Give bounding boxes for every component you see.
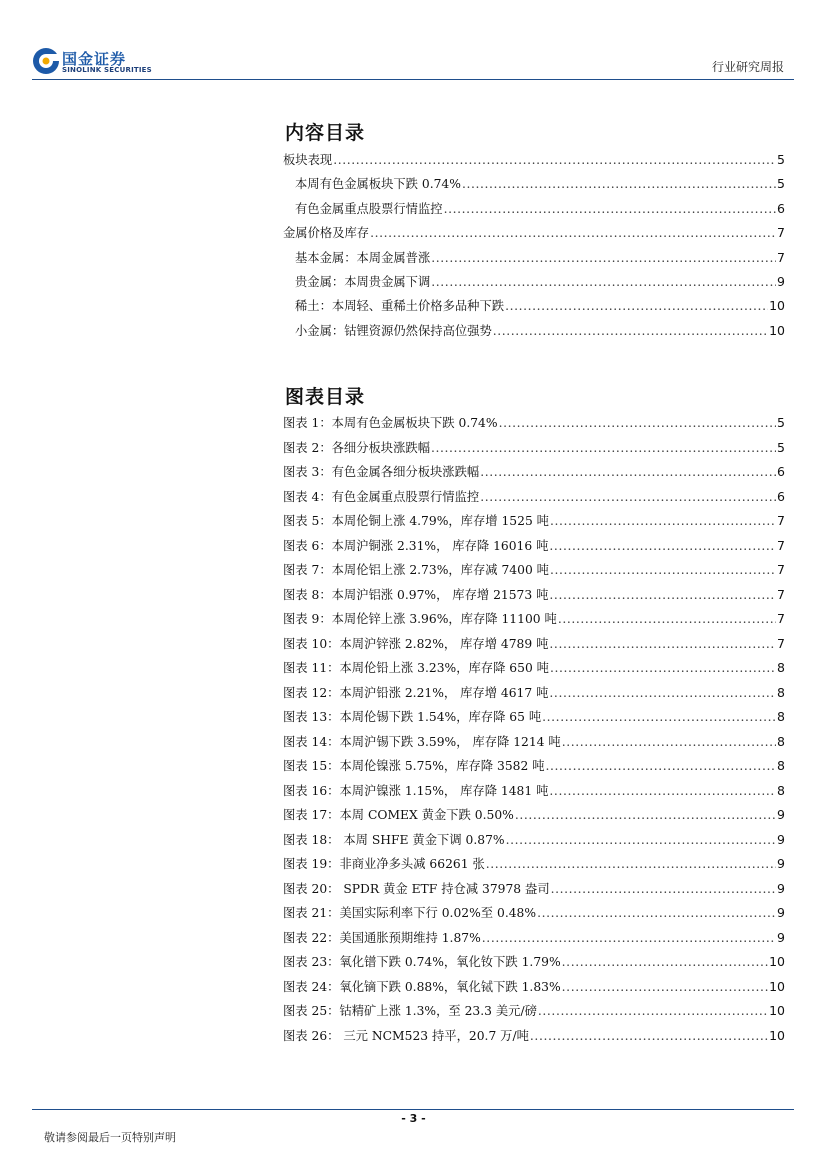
entry-label: 图表 10：本周沪锌涨 2.82%， 库存增 4789 吨: [283, 636, 549, 651]
figure-entry[interactable]: [283, 683, 785, 708]
entry-page-number: 9: [777, 807, 785, 822]
dot-leader: [370, 226, 776, 240]
entry-page-number: 10: [769, 298, 785, 314]
dot-leader: [549, 637, 776, 651]
entry-label: 本周有色金属板块下跌 0.74%: [295, 177, 461, 192]
dot-leader: [558, 612, 776, 626]
dot-leader: [549, 539, 776, 553]
figure-entry[interactable]: [283, 487, 785, 512]
figure-entry[interactable]: [283, 634, 785, 659]
header-divider: [32, 79, 794, 80]
entry-label: 图表 25：钴精矿上涨 1.3%，至 23.3 美元/磅: [283, 1004, 537, 1018]
dot-leader: [537, 906, 776, 920]
figure-entry[interactable]: [283, 560, 785, 585]
entry-label: 图表 23：氧化镨下跌 0.74%，氧化钕下跌 1.79%: [283, 955, 561, 969]
dot-leader: [462, 177, 776, 191]
dot-leader: [505, 299, 768, 313]
report-type: 行业研究周报: [711, 60, 784, 74]
entry-label: 稀土：本周轻、重稀土价格多品种下跌: [295, 299, 505, 314]
entry-label: 图表 20： SPDR 黄金 ETF 持仓减 37978 盎司: [283, 881, 550, 896]
figure-entry[interactable]: [283, 707, 785, 732]
logo-english-name: SINOLINK SECURITIES: [62, 66, 152, 74]
dot-leader: [550, 661, 776, 675]
figure-entry[interactable]: [283, 879, 785, 904]
entry-label: 图表 9：本周伦锌上涨 3.96%，库存降 11100 吨: [283, 612, 557, 626]
figure-entry[interactable]: [283, 1026, 785, 1051]
figures-title: 图表目录: [285, 386, 366, 408]
figure-entry[interactable]: [283, 609, 785, 634]
toc-entry[interactable]: [283, 199, 785, 223]
entry-label: 图表 6：本周沪铜涨 2.31%， 库存降 16016 吨: [283, 538, 549, 553]
entry-page-number: 7: [777, 611, 785, 626]
figure-entry[interactable]: [283, 928, 785, 953]
figure-entry[interactable]: [283, 830, 785, 855]
dot-leader: [499, 416, 776, 430]
entry-page-number: 5: [777, 415, 785, 430]
entry-page-number: 8: [777, 660, 785, 675]
entry-label: 小金属：钴锂资源仍然保持高位强势: [295, 323, 492, 338]
entry-page-number: 10: [769, 978, 785, 994]
entry-label: 图表 8：本周沪铝涨 0.97%， 库存增 21573 吨: [283, 587, 549, 602]
entry-page-number: 5: [777, 152, 785, 167]
entry-label: 图表 13：本周伦锡下跌 1.54%，库存降 65 吨: [283, 710, 542, 724]
entry-page-number: 10: [769, 954, 785, 969]
dot-leader: [550, 514, 776, 528]
dot-leader: [562, 735, 776, 749]
dot-leader: [562, 980, 768, 994]
entry-page-number: 7: [777, 513, 785, 528]
dot-leader: [549, 784, 776, 798]
entry-label: 图表 17：本周 COMEX 黄金下跌 0.50%: [283, 808, 514, 822]
logo-chinese-name: 国金证券: [62, 50, 127, 68]
figure-entry[interactable]: [283, 413, 785, 438]
figure-entry[interactable]: [283, 854, 785, 879]
entry-label: 有色金属重点股票行情监控: [295, 201, 443, 216]
entry-label: 基本金属：本周金属普涨: [295, 250, 431, 265]
entry-label: 图表 2：各细分板块涨跌幅: [283, 440, 430, 455]
entry-page-number: 7: [777, 562, 785, 577]
figure-entry[interactable]: [283, 781, 785, 806]
entry-label: 图表 24：氧化镝下跌 0.88%，氧化铽下跌 1.83%: [283, 979, 561, 994]
entry-page-number: 10: [769, 1027, 785, 1043]
dot-leader: [482, 931, 776, 945]
figure-entry[interactable]: [283, 536, 785, 561]
entry-page-number: 9: [777, 856, 785, 871]
figures-list: [283, 413, 785, 1050]
toc-entry[interactable]: [283, 248, 785, 272]
dot-leader: [506, 833, 776, 847]
entry-page-number: 8: [777, 782, 785, 798]
figure-entry[interactable]: [283, 1001, 785, 1026]
entry-label: 图表 26： 三元 NCM523 持平，20.7 万/吨: [283, 1028, 529, 1043]
entry-page-number: 7: [777, 225, 785, 241]
entry-page-number: 7: [777, 586, 785, 602]
dot-leader: [549, 686, 776, 700]
entry-label: 图表 5：本周伦铜上涨 4.79%，库存增 1525 吨: [283, 514, 549, 528]
figure-entry[interactable]: [283, 903, 785, 928]
entry-page-number: 10: [769, 1003, 785, 1018]
dot-leader: [480, 490, 776, 504]
toc-entry[interactable]: [283, 223, 785, 247]
entry-label: 图表 15：本周伦镍涨 5.75%，库存降 3582 吨: [283, 759, 545, 773]
entry-page-number: 9: [777, 905, 785, 920]
dot-leader: [562, 955, 768, 969]
toc-entry[interactable]: [283, 272, 785, 296]
figure-entry[interactable]: [283, 805, 785, 830]
entry-page-number: 8: [777, 733, 785, 749]
entry-page-number: 6: [777, 200, 785, 216]
entry-label: 图表 22：美国通胀预期维持 1.87%: [283, 930, 481, 945]
entry-page-number: 7: [777, 635, 785, 651]
figure-entry[interactable]: [283, 732, 785, 757]
footer-disclaimer: 敬请参阅最后一页特别声明: [44, 1131, 176, 1144]
figure-entry[interactable]: [283, 438, 785, 463]
figure-entry[interactable]: [283, 756, 785, 781]
entry-label: 图表 18： 本周 SHFE 黄金下调 0.87%: [283, 832, 505, 847]
figure-entry[interactable]: [283, 585, 785, 610]
entry-label: 图表 3：有色金属各细分板块涨跌幅: [283, 465, 480, 479]
toc-entry[interactable]: [283, 321, 785, 345]
entry-label: 金属价格及库存: [283, 226, 370, 241]
figure-entry[interactable]: [283, 658, 785, 683]
dot-leader: [538, 1004, 768, 1018]
entry-page-number: 8: [777, 684, 785, 700]
dot-leader: [530, 1029, 768, 1043]
figure-entry[interactable]: [283, 977, 785, 1002]
dot-leader: [550, 563, 776, 577]
dot-leader: [515, 808, 776, 822]
entry-label: 图表 1：本周有色金属板块下跌 0.74%: [283, 416, 498, 430]
contents-list: [283, 150, 785, 345]
entry-label: 图表 4：有色金属重点股票行情监控: [283, 489, 480, 504]
entry-label: 图表 19：非商业净多头减 66261 张: [283, 857, 485, 871]
entry-label: 板块表现: [283, 153, 333, 167]
dot-leader: [444, 202, 776, 216]
dot-leader: [431, 251, 776, 265]
company-logo: [32, 47, 157, 77]
entry-page-number: 9: [777, 880, 785, 896]
entry-label: 图表 7：本周伦铝上涨 2.73%，库存减 7400 吨: [283, 563, 549, 577]
entry-page-number: 10: [769, 322, 785, 338]
entry-page-number: 8: [777, 709, 785, 724]
entry-label: 图表 14：本周沪锡下跌 3.59%， 库存降 1214 吨: [283, 734, 561, 749]
toc-entry[interactable]: [283, 150, 785, 174]
dot-leader: [493, 324, 768, 338]
entry-page-number: 7: [777, 537, 785, 553]
entry-page-number: 6: [777, 464, 785, 479]
dot-leader: [549, 588, 776, 602]
entry-label: 图表 16：本周沪镍涨 1.15%， 库存降 1481 吨: [283, 783, 549, 798]
entry-page-number: 6: [777, 488, 785, 504]
toc-entry[interactable]: [283, 296, 785, 320]
entry-page-number: 9: [777, 929, 785, 945]
entry-label: 图表 12：本周沪铅涨 2.21%， 库存增 4617 吨: [283, 685, 549, 700]
entry-label: 贵金属：本周贵金属下调: [295, 274, 431, 289]
entry-label: 图表 21：美国实际利率下行 0.02%至 0.48%: [283, 906, 537, 920]
entry-page-number: 7: [777, 249, 785, 265]
figure-entry[interactable]: [283, 511, 785, 536]
dot-leader: [551, 882, 776, 896]
dot-leader: [546, 759, 777, 773]
page-header: [0, 0, 827, 80]
dot-leader: [542, 710, 776, 724]
sinolink-logo-icon: [32, 47, 60, 75]
toc-entry[interactable]: [283, 174, 785, 198]
dot-leader: [486, 857, 776, 871]
figure-entry[interactable]: [283, 462, 785, 487]
entry-page-number: 5: [777, 176, 785, 192]
dot-leader: [480, 465, 776, 479]
entry-page-number: 5: [777, 439, 785, 455]
entry-label: 图表 11：本周伦铅上涨 3.23%，库存降 650 吨: [283, 661, 549, 675]
contents-title: 内容目录: [285, 122, 366, 144]
figure-entry[interactable]: [283, 952, 785, 977]
dot-leader: [333, 153, 776, 167]
footer-divider: [32, 1109, 794, 1110]
entry-page-number: 9: [777, 273, 785, 289]
dot-leader: [431, 441, 776, 455]
entry-page-number: 8: [777, 758, 785, 773]
page-number: - 3 -: [401, 1112, 426, 1125]
entry-page-number: 9: [777, 831, 785, 847]
dot-leader: [431, 275, 776, 289]
